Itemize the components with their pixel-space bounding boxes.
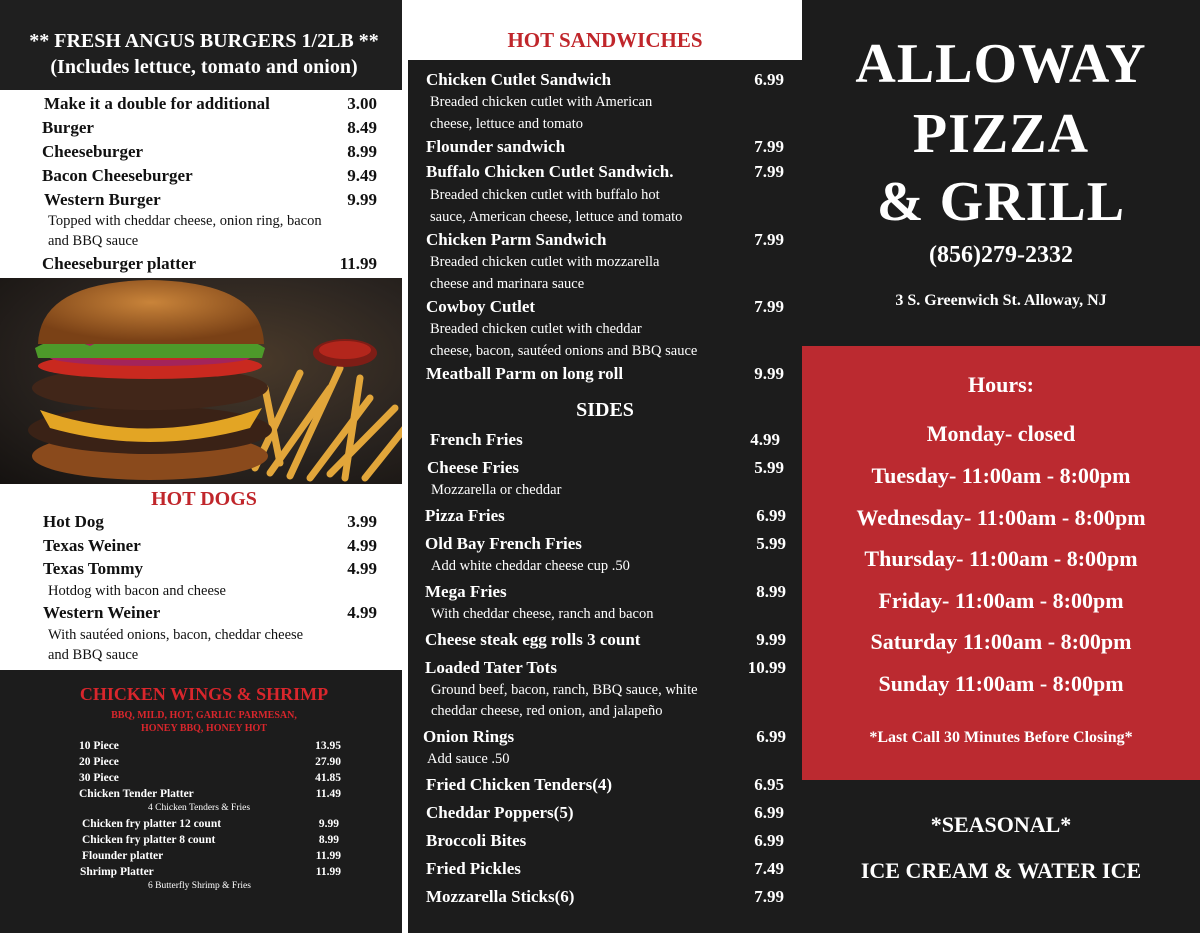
seasonal-item: ICE CREAM & WATER ICE — [860, 858, 1142, 883]
menu-item-name: Western Burger — [44, 190, 161, 209]
restaurant-name-line1: ALLOWAY — [855, 33, 1147, 95]
menu-item-desc: Breaded chicken cutlet with American — [430, 94, 653, 110]
menu-item-price: 9.99 — [754, 364, 784, 383]
menu-item-name: Old Bay French Fries — [425, 534, 582, 553]
menu-item-desc: Mozzarella or cheddar — [431, 482, 562, 498]
menu-item-price: 6.99 — [756, 506, 786, 525]
menu-item-price: 6.99 — [754, 803, 784, 822]
menu-item-name: French Fries — [430, 430, 523, 449]
hot-dogs-section — [0, 484, 408, 670]
burger-photo — [0, 278, 408, 484]
menu-item-price: 8.99 — [318, 834, 339, 846]
menu-item-desc: Breaded chicken cutlet with buffalo hot — [430, 187, 660, 203]
menu-item-price: 11.99 — [339, 254, 377, 273]
menu-item-name: Texas Weiner — [43, 536, 141, 555]
sandwiches-title: HOT SANDWICHES — [507, 28, 703, 52]
menu-item-name: Flounder sandwich — [426, 137, 566, 156]
menu-item-desc: With cheddar cheese, ranch and bacon — [431, 606, 654, 622]
burgers-header-line2: (Includes lettuce, tomato and onion) — [50, 56, 358, 78]
menu-item-name: Chicken Parm Sandwich — [426, 230, 607, 249]
menu-item-name: Cheeseburger platter — [42, 254, 197, 273]
hours-day: Wednesday- 11:00am - 8:00pm — [856, 505, 1146, 530]
menu-item-name: Pizza Fries — [425, 506, 505, 525]
menu-item-name: Meatball Parm on long roll — [426, 364, 624, 383]
menu-item-name: Fried Pickles — [426, 859, 521, 878]
menu-item-price: 8.99 — [756, 582, 786, 601]
menu-item-note: 4 Chicken Tenders & Fries — [148, 803, 251, 813]
menu-item-price: 6.99 — [754, 831, 784, 850]
hours-day: Friday- 11:00am - 8:00pm — [878, 588, 1124, 613]
menu-item-price: 7.99 — [754, 162, 784, 181]
menu-item-price: 7.99 — [754, 137, 784, 156]
menu-item-price: 8.99 — [347, 142, 377, 161]
sides-title: SIDES — [576, 399, 634, 421]
menu-item-name: Make it a double for additional — [44, 94, 270, 113]
menu-item-name: Hot Dog — [43, 512, 104, 531]
menu-item-name: Cheeseburger — [42, 142, 144, 161]
menu-item-desc: Ground beef, bacon, ranch, BBQ sauce, white — [431, 682, 698, 698]
menu-item-desc: cheese and marinara sauce — [430, 276, 585, 292]
menu-item-price: 9.99 — [347, 190, 377, 209]
menu-item-name: Shrimp Platter — [80, 866, 154, 878]
menu-item-price: 3.00 — [347, 94, 377, 113]
menu-item-name: Loaded Tater Tots — [425, 658, 557, 677]
menu-item-price: 11.99 — [315, 850, 341, 862]
menu-item-name: Cowboy Cutlet — [426, 297, 536, 316]
menu-item-desc: sauce, American cheese, lettuce and tomato — [430, 209, 683, 225]
menu-item-desc: and BBQ sauce — [48, 647, 139, 663]
menu-item-desc: and BBQ sauce — [48, 233, 139, 249]
menu-item-note: 6 Butterfly Shrimp & Fries — [148, 881, 251, 891]
menu-item-name: Burger — [42, 118, 94, 137]
menu-item-name: 10 Piece — [79, 740, 119, 752]
menu-item-name: Mozzarella Sticks(6) — [426, 887, 575, 906]
menu-item-price: 41.85 — [315, 772, 341, 784]
menu-item-price: 5.99 — [756, 534, 786, 553]
menu-item-name: Chicken fry platter 12 count — [82, 818, 222, 830]
right-panel — [802, 0, 1200, 933]
restaurant-name-line3: & GRILL — [876, 171, 1126, 233]
menu-item-price: 4.99 — [347, 559, 377, 578]
hours-day: Thursday- 11:00am - 8:00pm — [864, 546, 1138, 571]
phone-number: (856)279-2332 — [929, 242, 1073, 268]
burgers-header — [0, 0, 408, 90]
menu-item-desc: Breaded chicken cutlet with mozzarella — [430, 254, 660, 270]
menu-item-price: 9.99 — [756, 630, 786, 649]
menu-item-desc: cheese, bacon, sautéed onions and BBQ sauce — [430, 343, 698, 359]
menu-item-desc: cheese, lettuce and tomato — [430, 116, 583, 132]
wings-flavors-line2: HONEY BBQ, HONEY HOT — [141, 723, 267, 734]
menu-item-name: Cheddar Poppers(5) — [426, 803, 574, 822]
menu-item-name: Bacon Cheeseburger — [42, 166, 193, 185]
menu-item-price: 7.99 — [754, 230, 784, 249]
menu-item-name: 30 Piece — [79, 772, 119, 784]
menu-item-price: 11.49 — [315, 788, 341, 800]
menu-item-price: 13.95 — [315, 740, 341, 752]
hot-dogs-title: HOT DOGS — [151, 488, 257, 510]
menu-item-desc: Topped with cheddar cheese, onion ring, bacon — [48, 213, 322, 229]
burgers-list — [0, 90, 408, 278]
menu-item-price: 6.95 — [754, 775, 784, 794]
wings-flavors-line1: BBQ, MILD, HOT, GARLIC PARMESAN, — [111, 710, 297, 721]
left-panel — [0, 0, 408, 933]
menu-item-desc: Breaded chicken cutlet with cheddar — [430, 321, 642, 337]
menu-item-desc: Hotdog with bacon and cheese — [48, 583, 226, 599]
menu-item-name: Texas Tommy — [43, 559, 143, 578]
hours-day: Sunday 11:00am - 8:00pm — [878, 671, 1124, 696]
menu-item-price: 6.99 — [756, 727, 786, 746]
menu-item-price: 4.99 — [347, 536, 377, 555]
menu-item-price: 6.99 — [754, 70, 784, 89]
menu-item-price: 7.99 — [754, 887, 784, 906]
menu-item-price: 4.99 — [347, 603, 377, 622]
menu-item-name: Fried Chicken Tenders(4) — [426, 775, 613, 794]
menu-item-name: Onion Rings — [423, 727, 515, 746]
menu-item-price: 9.99 — [318, 818, 339, 830]
menu-item-name: Buffalo Chicken Cutlet Sandwich. — [426, 162, 674, 181]
hours-day: Saturday 11:00am - 8:00pm — [870, 629, 1132, 654]
restaurant-name-line2: PIZZA — [912, 103, 1090, 165]
menu-item-price: 7.49 — [754, 859, 784, 878]
menu-item-name: Chicken Tender Platter — [79, 788, 194, 800]
hours-day: Monday- closed — [926, 421, 1076, 446]
menu-item-name: 20 Piece — [79, 756, 119, 768]
menu-item-name: Mega Fries — [425, 582, 507, 601]
menu-item-price: 7.99 — [754, 297, 784, 316]
middle-panel — [408, 0, 802, 933]
seasonal-label: *SEASONAL* — [930, 812, 1072, 837]
burger-illustration — [0, 278, 408, 484]
menu-item-price: 27.90 — [315, 756, 341, 768]
last-call-note: *Last Call 30 Minutes Before Closing* — [869, 729, 1133, 746]
menu-item-name: Flounder platter — [82, 850, 164, 862]
menu-item-price: 5.99 — [754, 458, 784, 477]
menu-item-price: 8.49 — [347, 118, 377, 137]
menu-item-name: Western Weiner — [43, 603, 161, 622]
menu-item-name: Chicken fry platter 8 count — [82, 834, 216, 846]
menu-item-name: Broccoli Bites — [426, 831, 527, 850]
menu-item-price: 3.99 — [347, 512, 377, 531]
menu-item-name: Cheese Fries — [427, 458, 520, 477]
menu-item-desc: cheddar cheese, red onion, and jalapeño — [431, 703, 663, 719]
menu-item-price: 11.99 — [315, 866, 341, 878]
menu-item-desc: With sautéed onions, bacon, cheddar cheese — [48, 627, 304, 643]
menu-item-price: 9.49 — [347, 166, 377, 185]
menu-item-name: Cheese steak egg rolls 3 count — [425, 630, 641, 649]
address: 3 S. Greenwich St. Alloway, NJ — [895, 292, 1107, 309]
menu-item-name: Chicken Cutlet Sandwich — [426, 70, 612, 89]
menu-item-desc: Add white cheddar cheese cup .50 — [431, 558, 630, 574]
menu-item-price: 4.99 — [750, 430, 780, 449]
wings-title: CHICKEN WINGS & SHRIMP — [79, 684, 329, 704]
hours-title: Hours: — [968, 372, 1034, 397]
burgers-header-line1: ** FRESH ANGUS BURGERS 1/2LB ** — [29, 30, 379, 52]
menu-item-desc: Add sauce .50 — [427, 751, 510, 767]
hours-day: Tuesday- 11:00am - 8:00pm — [871, 463, 1131, 488]
menu-item-price: 10.99 — [747, 658, 786, 677]
